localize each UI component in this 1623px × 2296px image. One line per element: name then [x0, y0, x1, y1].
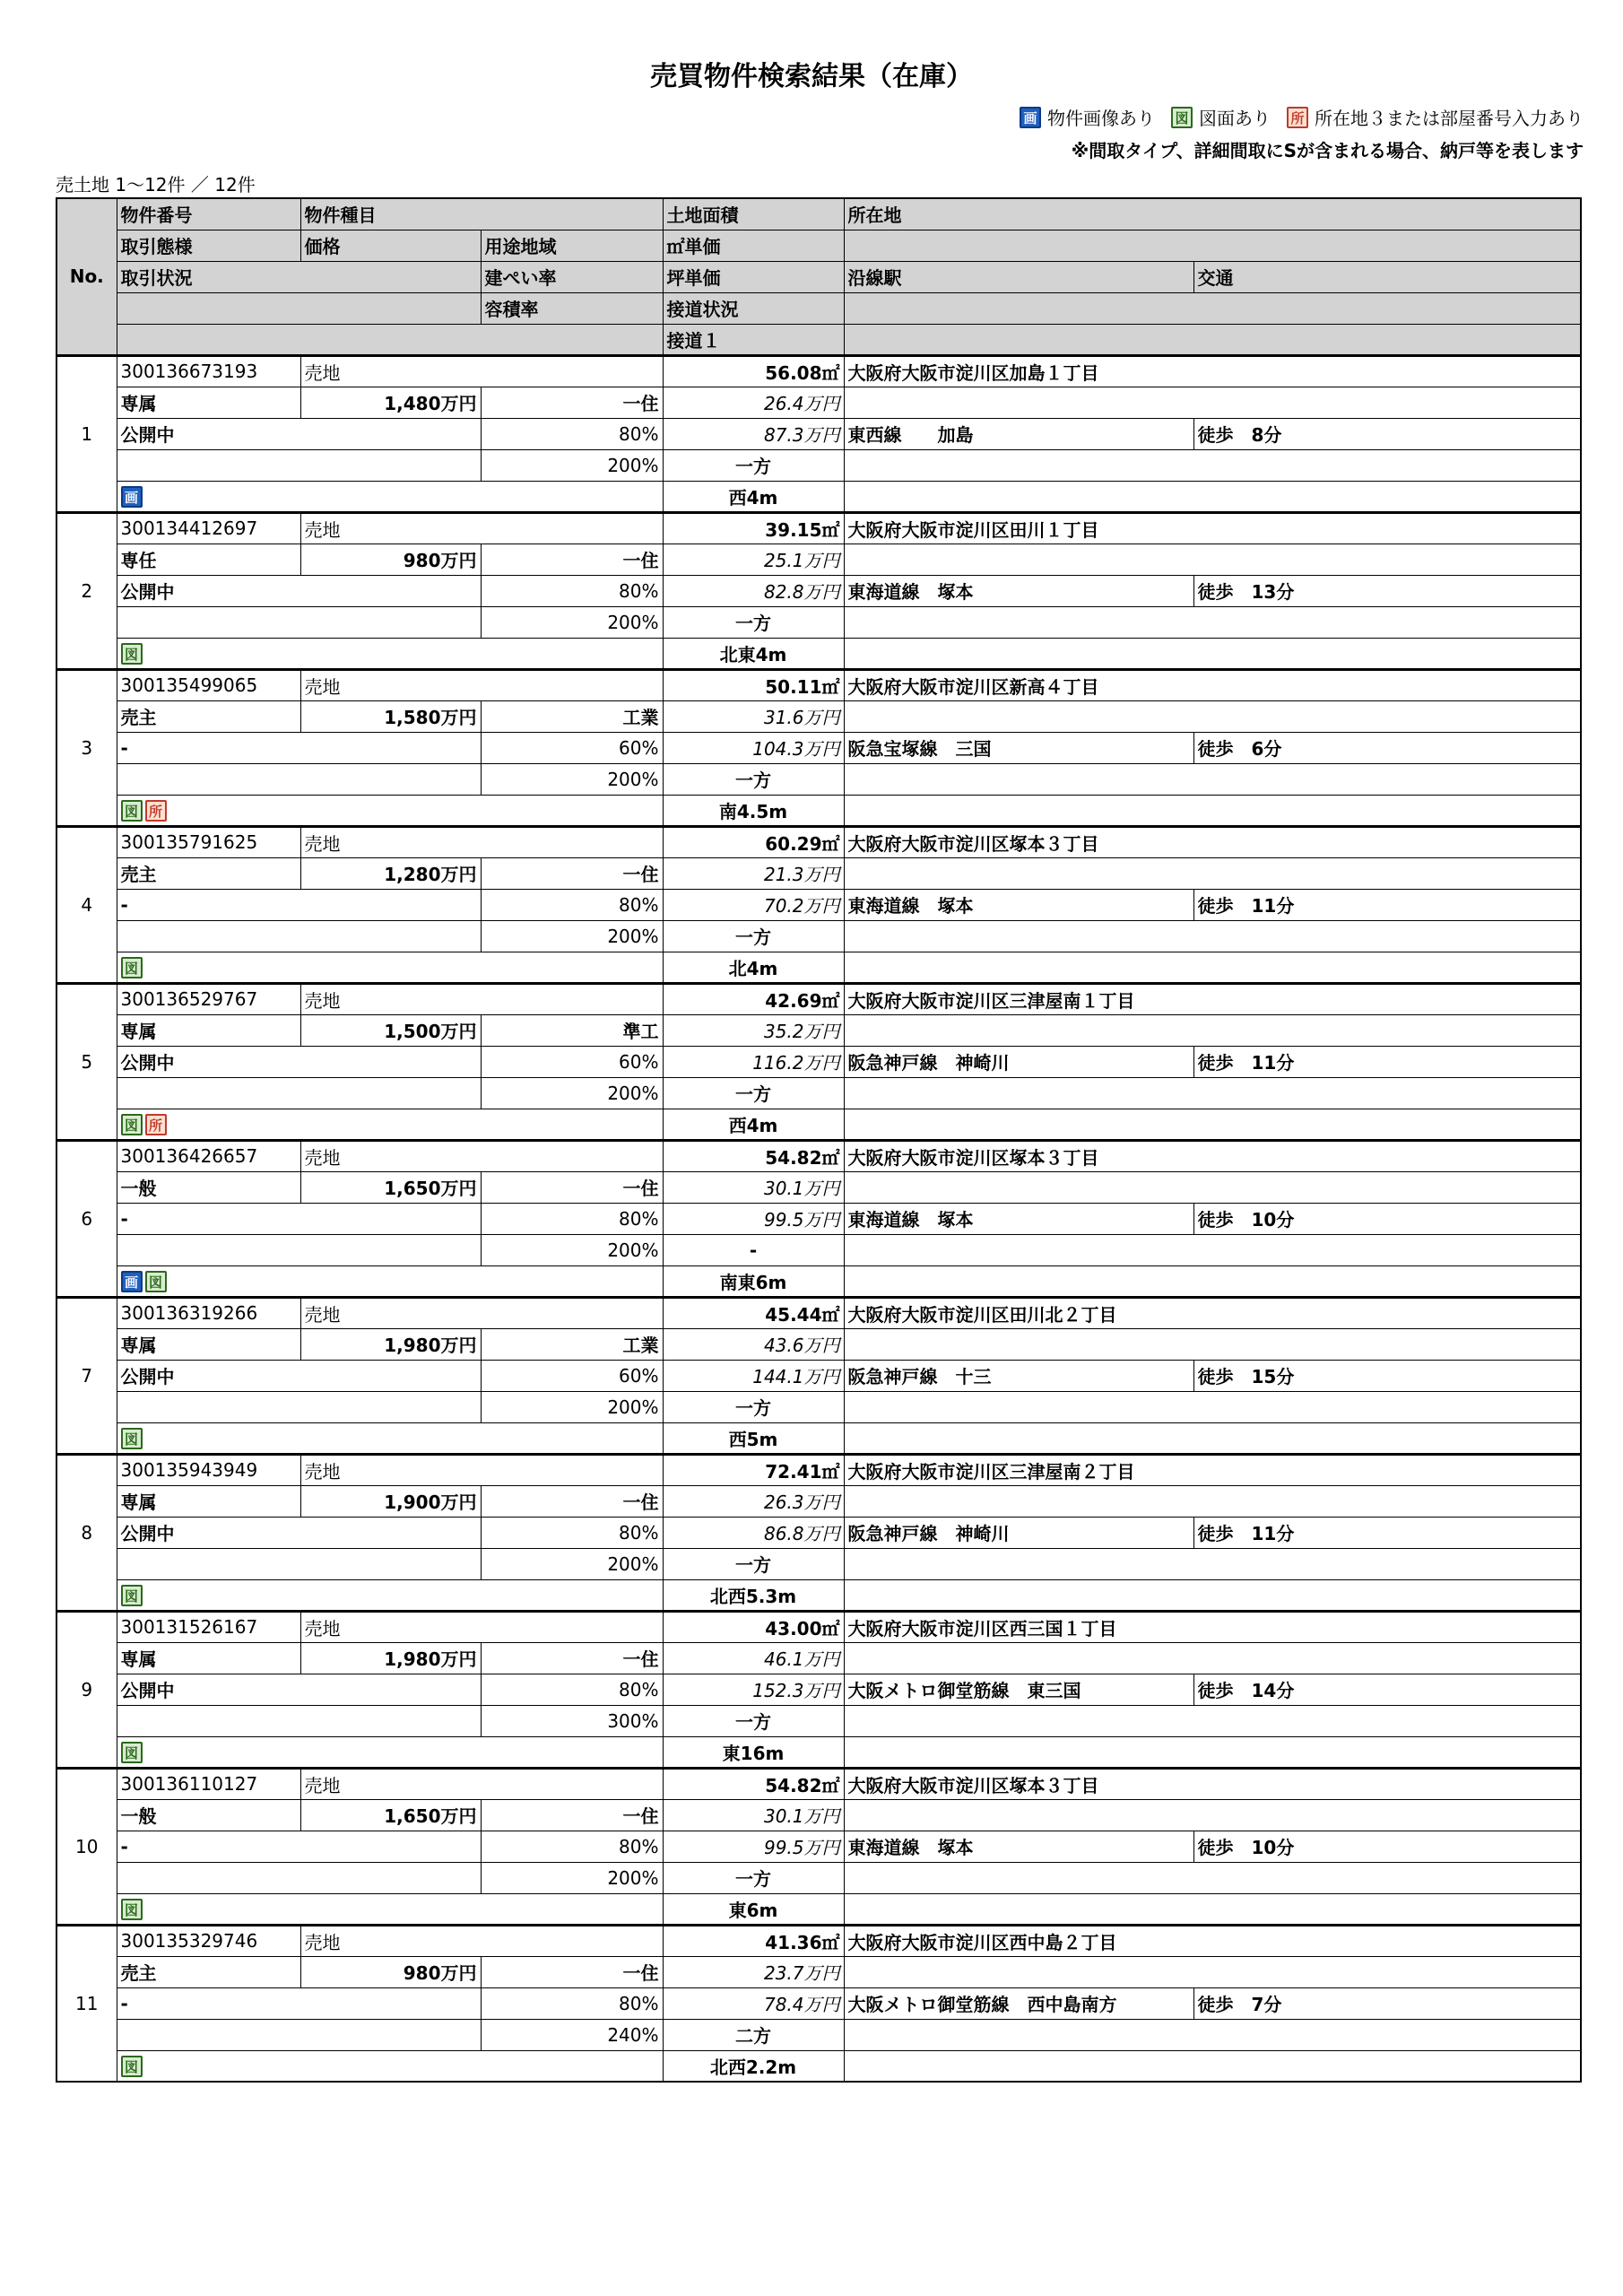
legend-plan-text: 図面あり: [1199, 108, 1271, 129]
zoning: 工業: [481, 700, 663, 732]
zoning: 準工: [481, 1014, 663, 1046]
station: 東海道線 塚本: [844, 889, 1193, 920]
table-row: [56, 1579, 1581, 1611]
table-header: [56, 198, 1581, 355]
road1: 東16m: [663, 1736, 844, 1768]
price: 1,980万円: [300, 1642, 481, 1674]
property-number: 300136319266: [117, 1297, 300, 1328]
note: ※間取タイプ、詳細間取にSが含まれる場合、納戸等を表します: [1071, 140, 1584, 161]
header-road-status: 接道状況: [663, 292, 844, 324]
result-count: 売土地 1〜12件 ／ 12件: [56, 174, 256, 196]
price: 1,480万円: [300, 387, 481, 418]
sqm-price: 30.1万円: [663, 1171, 844, 1203]
table-row: [56, 826, 1581, 857]
table-row: [56, 606, 1581, 638]
coverage: 80%: [481, 889, 663, 920]
transport: 徒歩 15分: [1193, 1360, 1581, 1391]
price: 1,280万円: [300, 857, 481, 889]
property-type: 売地: [300, 1297, 663, 1328]
station: 東西線 加島: [844, 418, 1193, 449]
header-tsubo-price: 坪単価: [663, 261, 844, 292]
table-row: [56, 1109, 1581, 1140]
floor-area-ratio: 200%: [481, 449, 663, 481]
tsubo-price: 116.2万円: [663, 1046, 844, 1077]
sqm-price: 25.1万円: [663, 544, 844, 575]
row-number: 8: [56, 1454, 117, 1611]
zoning: 一住: [481, 1485, 663, 1517]
table-row: [56, 1171, 1581, 1203]
table-row: [56, 700, 1581, 732]
tsubo-price: 144.1万円: [663, 1360, 844, 1391]
status: 公開中: [117, 1517, 481, 1548]
road-status: 一方: [663, 920, 844, 952]
price: 980万円: [300, 1956, 481, 1987]
status: -: [117, 889, 481, 920]
property-number: 300135791625: [117, 826, 300, 857]
station: 東海道線 塚本: [844, 575, 1193, 606]
price: 1,650万円: [300, 1171, 481, 1203]
address: 大阪府大阪市淀川区新高４丁目: [844, 669, 1581, 700]
header-land-area: 土地面積: [663, 198, 844, 230]
location-badge-icon: 所: [145, 1114, 167, 1135]
row-number: 9: [56, 1611, 117, 1768]
results-table: [56, 197, 1582, 2083]
coverage: 80%: [481, 1674, 663, 1705]
table-row: [56, 669, 1581, 700]
transport: 徒歩 11分: [1193, 889, 1581, 920]
property-number: 300136110127: [117, 1768, 300, 1799]
row-number: 4: [56, 826, 117, 983]
status: 公開中: [117, 1046, 481, 1077]
coverage: 80%: [481, 1831, 663, 1862]
header-price: 価格: [300, 230, 481, 261]
status: 公開中: [117, 1360, 481, 1391]
image-badge-icon: 画: [121, 1271, 143, 1292]
table-row: [56, 1642, 1581, 1674]
badges: [117, 1893, 663, 1925]
table-row: [56, 763, 1581, 795]
legend-location-text: 所在地３または部屋番号入力あり: [1315, 108, 1584, 129]
floor-area-ratio: 200%: [481, 920, 663, 952]
road-status: 一方: [663, 1077, 844, 1109]
table-row: [56, 1234, 1581, 1265]
table-row: [56, 544, 1581, 575]
tsubo-price: 70.2万円: [663, 889, 844, 920]
sqm-price: 23.7万円: [663, 1956, 844, 1987]
transaction-mode: 専任: [117, 544, 300, 575]
transport: 徒歩 11分: [1193, 1517, 1581, 1548]
table-row: [56, 1893, 1581, 1925]
status: -: [117, 732, 481, 763]
address: 大阪府大阪市淀川区塚本３丁目: [844, 1140, 1581, 1171]
header-zoning: 用途地域: [481, 230, 663, 261]
transport: 徒歩 10分: [1193, 1831, 1581, 1862]
road1: 北西5.3m: [663, 1579, 844, 1611]
tsubo-price: 78.4万円: [663, 1987, 844, 2019]
plan-badge-icon: 図: [121, 1428, 143, 1449]
floor-area-ratio: 200%: [481, 1548, 663, 1579]
plan-badge-icon: 図: [121, 1114, 143, 1135]
property-type: 売地: [300, 826, 663, 857]
badges: [117, 1422, 663, 1454]
road-status: 一方: [663, 606, 844, 638]
badges: [117, 2050, 663, 2082]
table-row: [56, 1391, 1581, 1422]
status: 公開中: [117, 575, 481, 606]
zoning: 一住: [481, 544, 663, 575]
row-number: 5: [56, 983, 117, 1140]
property-number: 300135499065: [117, 669, 300, 700]
coverage: 60%: [481, 732, 663, 763]
table-row: [56, 1925, 1581, 1956]
price: 1,650万円: [300, 1799, 481, 1831]
tsubo-price: 87.3万円: [663, 418, 844, 449]
property-type: 売地: [300, 512, 663, 544]
badges: [117, 1579, 663, 1611]
zoning: 一住: [481, 1799, 663, 1831]
road-status: 一方: [663, 1548, 844, 1579]
status: -: [117, 1203, 481, 1234]
sqm-price: 43.6万円: [663, 1328, 844, 1360]
station: 阪急神戸線 神崎川: [844, 1046, 1193, 1077]
coverage: 80%: [481, 418, 663, 449]
status: -: [117, 1987, 481, 2019]
table-row: [56, 1454, 1581, 1485]
zoning: 一住: [481, 857, 663, 889]
transaction-mode: 専属: [117, 1485, 300, 1517]
land-area: 45.44㎡: [663, 1297, 844, 1328]
image-badge-icon: 画: [121, 486, 143, 508]
page-title: 売買物件検索結果（在庫）: [650, 61, 973, 92]
table-row: [56, 1328, 1581, 1360]
station: 大阪メトロ御堂筋線 東三国: [844, 1674, 1193, 1705]
row-number: 2: [56, 512, 117, 669]
table-row: [56, 1987, 1581, 2019]
table-row: [56, 1140, 1581, 1171]
tsubo-price: 86.8万円: [663, 1517, 844, 1548]
floor-area-ratio: 200%: [481, 1234, 663, 1265]
land-area: 50.11㎡: [663, 669, 844, 700]
transaction-mode: 売主: [117, 1956, 300, 1987]
row-number: 1: [56, 355, 117, 512]
row-number: 7: [56, 1297, 117, 1454]
property-number: 300136673193: [117, 355, 300, 387]
table-row: [56, 1736, 1581, 1768]
transport: 徒歩 14分: [1193, 1674, 1581, 1705]
header-property-type: 物件種目: [300, 198, 663, 230]
floor-area-ratio: 300%: [481, 1705, 663, 1736]
property-type: 売地: [300, 1925, 663, 1956]
land-area: 56.08㎡: [663, 355, 844, 387]
tsubo-price: 152.3万円: [663, 1674, 844, 1705]
plan-badge-icon: 図: [121, 1742, 143, 1763]
station: 阪急宝塚線 三国: [844, 732, 1193, 763]
row-number: 6: [56, 1140, 117, 1297]
transport: 徒歩 10分: [1193, 1203, 1581, 1234]
table-body: [56, 355, 1581, 2082]
property-type: 売地: [300, 1454, 663, 1485]
header-transaction-mode: 取引態様: [117, 230, 300, 261]
floor-area-ratio: 200%: [481, 1077, 663, 1109]
property-number: 300135329746: [117, 1925, 300, 1956]
transaction-mode: 専属: [117, 1642, 300, 1674]
tsubo-price: 104.3万円: [663, 732, 844, 763]
property-type: 売地: [300, 983, 663, 1014]
price: 1,980万円: [300, 1328, 481, 1360]
badges: [117, 481, 663, 512]
transaction-mode: 売主: [117, 857, 300, 889]
plan-badge-icon: 図: [121, 1899, 143, 1920]
legend: [1020, 104, 1584, 130]
header-status: 取引状況: [117, 261, 481, 292]
image-badge-icon: 画: [1020, 107, 1041, 128]
property-number: 300136529767: [117, 983, 300, 1014]
transport: 徒歩 11分: [1193, 1046, 1581, 1077]
tsubo-price: 82.8万円: [663, 575, 844, 606]
property-type: 売地: [300, 1768, 663, 1799]
address: 大阪府大阪市淀川区塚本３丁目: [844, 1768, 1581, 1799]
land-area: 43.00㎡: [663, 1611, 844, 1642]
property-number: 300135943949: [117, 1454, 300, 1485]
land-area: 60.29㎡: [663, 826, 844, 857]
header-coverage: 建ぺい率: [481, 261, 663, 292]
address: 大阪府大阪市淀川区西三国１丁目: [844, 1611, 1581, 1642]
legend-image-text: 物件画像あり: [1047, 108, 1155, 129]
road1: 南東6m: [663, 1265, 844, 1297]
road-status: 一方: [663, 763, 844, 795]
table-row: [56, 1956, 1581, 1987]
table-row: [56, 2019, 1581, 2050]
road1: 西4m: [663, 481, 844, 512]
zoning: 一住: [481, 387, 663, 418]
transaction-mode: 一般: [117, 1799, 300, 1831]
table-row: [56, 920, 1581, 952]
price: 1,900万円: [300, 1485, 481, 1517]
transaction-mode: 専属: [117, 1014, 300, 1046]
coverage: 60%: [481, 1046, 663, 1077]
header-property-number: 物件番号: [117, 198, 300, 230]
header-transport: 交通: [1193, 261, 1581, 292]
road-status: 一方: [663, 1862, 844, 1893]
transport: 徒歩 6分: [1193, 732, 1581, 763]
property-type: 売地: [300, 1611, 663, 1642]
table-row: [56, 1517, 1581, 1548]
property-type: 売地: [300, 669, 663, 700]
table-row: [56, 2050, 1581, 2082]
table-row: [56, 1203, 1581, 1234]
address: 大阪府大阪市淀川区塚本３丁目: [844, 826, 1581, 857]
plan-badge-icon: 図: [121, 1585, 143, 1606]
road-status: -: [663, 1234, 844, 1265]
coverage: 80%: [481, 1987, 663, 2019]
road-status: 二方: [663, 2019, 844, 2050]
status: -: [117, 1831, 481, 1862]
zoning: 工業: [481, 1328, 663, 1360]
row-number: 11: [56, 1925, 117, 2082]
station: 阪急神戸線 神崎川: [844, 1517, 1193, 1548]
table-row: [56, 387, 1581, 418]
property-number: 300134412697: [117, 512, 300, 544]
plan-badge-icon: 図: [145, 1271, 167, 1292]
table-row: [56, 1485, 1581, 1517]
zoning: 一住: [481, 1171, 663, 1203]
road-status: 一方: [663, 449, 844, 481]
table-row: [56, 1831, 1581, 1862]
road1: 東6m: [663, 1893, 844, 1925]
location-badge-icon: 所: [1287, 107, 1308, 128]
table-row: [56, 575, 1581, 606]
address: 大阪府大阪市淀川区田川１丁目: [844, 512, 1581, 544]
table-row: [56, 1265, 1581, 1297]
transport: 徒歩 13分: [1193, 575, 1581, 606]
table-row: [56, 983, 1581, 1014]
row-number: 3: [56, 669, 117, 826]
land-area: 54.82㎡: [663, 1768, 844, 1799]
floor-area-ratio: 200%: [481, 1862, 663, 1893]
table-row: [56, 1548, 1581, 1579]
table-row: [56, 512, 1581, 544]
plan-badge-icon: 図: [121, 800, 143, 822]
table-row: [56, 857, 1581, 889]
floor-area-ratio: 200%: [481, 1391, 663, 1422]
floor-area-ratio: 240%: [481, 2019, 663, 2050]
address: 大阪府大阪市淀川区加島１丁目: [844, 355, 1581, 387]
road-status: 一方: [663, 1705, 844, 1736]
transaction-mode: 専属: [117, 387, 300, 418]
table-row: [56, 638, 1581, 669]
transaction-mode: 売主: [117, 700, 300, 732]
price: 980万円: [300, 544, 481, 575]
sqm-price: 21.3万円: [663, 857, 844, 889]
zoning: 一住: [481, 1642, 663, 1674]
road1: 北4m: [663, 952, 844, 983]
table-row: [56, 1768, 1581, 1799]
badges: [117, 1736, 663, 1768]
tsubo-price: 99.5万円: [663, 1203, 844, 1234]
table-row: [56, 449, 1581, 481]
table-row: [56, 1077, 1581, 1109]
header-no: No.: [56, 198, 117, 355]
table-row: [56, 1705, 1581, 1736]
road1: 南4.5m: [663, 795, 844, 826]
floor-area-ratio: 200%: [481, 606, 663, 638]
table-row: [56, 889, 1581, 920]
road1: 北西2.2m: [663, 2050, 844, 2082]
sqm-price: 46.1万円: [663, 1642, 844, 1674]
table-row: [56, 355, 1581, 387]
road1: 西4m: [663, 1109, 844, 1140]
coverage: 80%: [481, 575, 663, 606]
address: 大阪府大阪市淀川区三津屋南２丁目: [844, 1454, 1581, 1485]
sqm-price: 30.1万円: [663, 1799, 844, 1831]
badges: [117, 1109, 663, 1140]
badges: [117, 952, 663, 983]
plan-badge-icon: 図: [121, 957, 143, 978]
table-row: [56, 1862, 1581, 1893]
table-row: [56, 1611, 1581, 1642]
header-sqm-price: ㎡単価: [663, 230, 844, 261]
status: 公開中: [117, 418, 481, 449]
station: 東海道線 塚本: [844, 1831, 1193, 1862]
sqm-price: 35.2万円: [663, 1014, 844, 1046]
transport: 徒歩 7分: [1193, 1987, 1581, 2019]
address: 大阪府大阪市淀川区田川北２丁目: [844, 1297, 1581, 1328]
land-area: 41.36㎡: [663, 1925, 844, 1956]
address: 大阪府大阪市淀川区西中島２丁目: [844, 1925, 1581, 1956]
table-row: [56, 732, 1581, 763]
coverage: 60%: [481, 1360, 663, 1391]
table-row: [56, 795, 1581, 826]
table-row: [56, 1360, 1581, 1391]
table-row: [56, 1046, 1581, 1077]
sqm-price: 26.3万円: [663, 1485, 844, 1517]
plan-badge-icon: 図: [1171, 107, 1193, 128]
floor-area-ratio: 200%: [481, 763, 663, 795]
table-row: [56, 1297, 1581, 1328]
transport: 徒歩 8分: [1193, 418, 1581, 449]
status: 公開中: [117, 1674, 481, 1705]
transaction-mode: 専属: [117, 1328, 300, 1360]
coverage: 80%: [481, 1517, 663, 1548]
price: 1,580万円: [300, 700, 481, 732]
road1: 西5m: [663, 1422, 844, 1454]
header-road1: 接道１: [663, 324, 844, 355]
station: 東海道線 塚本: [844, 1203, 1193, 1234]
plan-badge-icon: 図: [121, 2056, 143, 2077]
coverage: 80%: [481, 1203, 663, 1234]
table-row: [56, 481, 1581, 512]
property-number: 300136426657: [117, 1140, 300, 1171]
transaction-mode: 一般: [117, 1171, 300, 1203]
road-status: 一方: [663, 1391, 844, 1422]
sqm-price: 26.4万円: [663, 387, 844, 418]
land-area: 72.41㎡: [663, 1454, 844, 1485]
header-address: 所在地: [844, 198, 1581, 230]
road1: 北東4m: [663, 638, 844, 669]
table-row: [56, 1014, 1581, 1046]
station: 大阪メトロ御堂筋線 西中島南方: [844, 1987, 1193, 2019]
station: 阪急神戸線 十三: [844, 1360, 1193, 1391]
property-number: 300131526167: [117, 1611, 300, 1642]
badges: [117, 795, 663, 826]
table-row: [56, 1422, 1581, 1454]
property-type: 売地: [300, 1140, 663, 1171]
location-badge-icon: 所: [145, 800, 167, 822]
property-type: 売地: [300, 355, 663, 387]
table-row: [56, 1674, 1581, 1705]
land-area: 39.15㎡: [663, 512, 844, 544]
land-area: 42.69㎡: [663, 983, 844, 1014]
table-row: [56, 418, 1581, 449]
table-row: [56, 1799, 1581, 1831]
land-area: 54.82㎡: [663, 1140, 844, 1171]
badges: [117, 638, 663, 669]
address: 大阪府大阪市淀川区三津屋南１丁目: [844, 983, 1581, 1014]
header-far: 容積率: [481, 292, 663, 324]
sqm-price: 31.6万円: [663, 700, 844, 732]
table-row: [56, 952, 1581, 983]
plan-badge-icon: 図: [121, 643, 143, 665]
tsubo-price: 99.5万円: [663, 1831, 844, 1862]
zoning: 一住: [481, 1956, 663, 1987]
row-number: 10: [56, 1768, 117, 1925]
price: 1,500万円: [300, 1014, 481, 1046]
header-station: 沿線駅: [844, 261, 1193, 292]
badges: [117, 1265, 663, 1297]
